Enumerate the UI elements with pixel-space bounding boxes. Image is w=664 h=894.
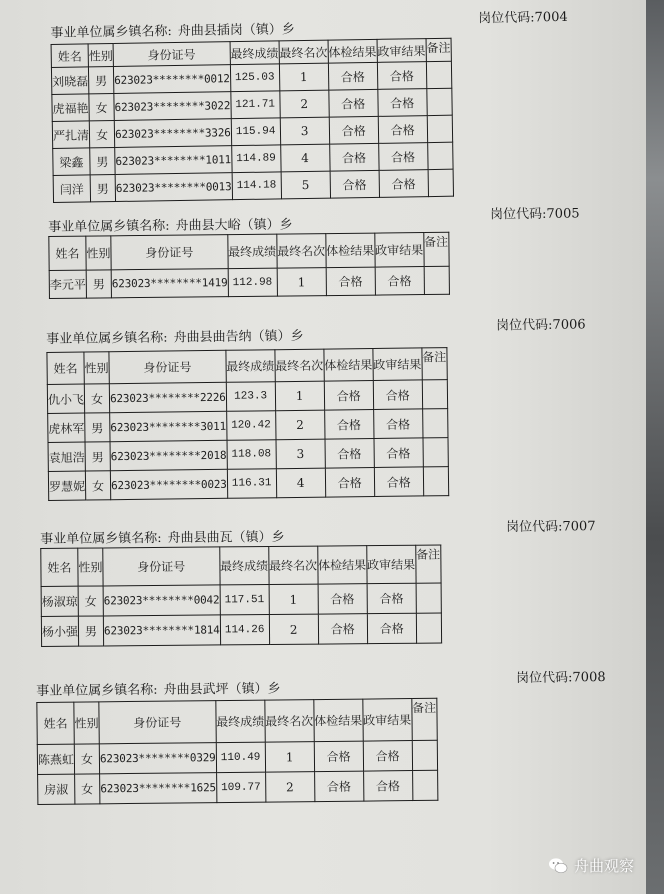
table-row [53,169,453,202]
name-cell: 房淑 [38,774,75,804]
column-header: 备注 [412,698,437,740]
section-title-prefix: 事业单位属乡镇名称: [40,530,162,547]
table-header-row [49,232,449,270]
town-name: 舟曲县大峪（镇）乡 [175,217,293,234]
political-review-cell: 合格 [374,467,423,497]
remarks-cell [427,142,452,169]
table-row [37,740,437,774]
medical-result-cell: 合格 [326,267,375,296]
remarks-cell [422,409,447,438]
medical-result-cell: 合格 [325,468,374,498]
remarks-cell [427,88,452,115]
medical-result-cell: 合格 [324,410,373,440]
final-score-cell: 109.77 [216,772,265,803]
column-header: 姓名 [37,702,74,744]
column-header: 备注 [415,545,440,583]
results-table [51,38,454,203]
name-cell: 刘晓磊 [51,67,88,95]
id-number-cell: 623023********1011 [115,146,232,175]
post-code-label: 岗位代码: [506,519,563,535]
post-code [506,515,596,535]
post-code-value: 7004 [534,9,568,26]
column-header: 体检结果 [328,39,377,63]
column-header: 姓名 [47,352,84,384]
column-header: 备注 [424,232,449,266]
final-rank-cell: 1 [277,268,326,297]
column-header: 最终成绩 [215,700,264,743]
final-score-cell: 114.89 [231,145,280,173]
table-row [38,770,438,804]
name-cell: 杨小强 [41,616,78,646]
column-header: 备注 [426,38,451,61]
results-table [40,545,442,647]
section-title [48,213,293,235]
final-score-cell: 117.51 [220,585,269,615]
section-title [40,526,285,547]
final-rank-cell: 4 [280,144,329,172]
id-number-cell: 623023********2226 [109,382,226,412]
column-header: 姓名 [41,548,78,586]
column-header: 备注 [422,348,447,380]
final-score-cell: 116.31 [227,469,276,499]
column-header: 身份证号 [113,42,230,67]
final-rank-cell: 1 [279,63,328,91]
medical-result-cell: 合格 [324,381,373,411]
remarks-cell [412,740,437,770]
table-row [49,266,449,298]
final-score-cell: 125.03 [230,64,279,92]
column-header: 身份证号 [111,235,228,270]
political-review-cell: 合格 [379,170,428,198]
id-number-cell: 623023********0329 [99,743,216,774]
final-rank-cell: 3 [280,117,329,145]
remarks-cell [423,438,448,467]
column-header: 最终成绩 [219,547,268,585]
medical-result-cell: 合格 [318,614,367,644]
medical-result-cell: 合格 [328,62,377,90]
gender-cell: 女 [89,94,114,121]
column-header: 性别 [74,702,99,744]
medical-result-cell: 合格 [318,584,367,614]
column-header: 最终名次 [264,700,313,743]
post-code [496,313,586,333]
results-table [48,232,449,299]
name-cell: 李元平 [49,270,86,298]
column-header: 最终名次 [279,40,328,64]
table-row [41,613,441,646]
post-code [490,202,580,222]
column-header: 最终成绩 [227,234,276,269]
id-number-cell: 623023********3326 [114,119,231,148]
column-header: 体检结果 [325,233,374,268]
table-header-row [41,545,441,586]
background-edge [646,0,664,894]
final-score-cell: 121.71 [230,91,279,119]
final-score-cell: 120.42 [226,411,275,441]
medical-result-cell: 合格 [329,116,378,144]
political-review-cell: 合格 [375,267,424,296]
id-number-cell: 623023********0042 [103,585,220,616]
column-header: 政审结果 [374,233,423,268]
results-table [46,347,449,501]
final-rank-cell: 4 [276,468,325,498]
final-rank-cell: 5 [281,171,330,199]
name-cell: 闫洋 [53,175,90,203]
political-review-cell: 合格 [378,143,427,171]
section-title-prefix: 事业单位属乡镇名称: [46,330,168,347]
remarks-cell [412,770,437,800]
remarks-cell [423,467,448,496]
column-header: 身份证号 [99,701,216,744]
political-review-cell: 合格 [367,613,416,643]
final-rank-cell: 1 [269,584,318,614]
medical-result-cell: 合格 [314,771,363,802]
column-header: 体检结果 [324,349,373,382]
table-row [41,583,441,616]
name-cell: 严扎清 [52,121,89,149]
column-header: 最终名次 [268,546,317,584]
political-review-cell: 合格 [377,62,426,90]
name-cell: 陈燕虹 [37,744,74,774]
medical-result-cell: 合格 [330,170,379,198]
final-rank-cell: 2 [269,614,318,644]
remarks-cell [416,613,441,643]
column-header: 姓名 [51,44,88,68]
post-code-label: 岗位代码: [478,10,535,27]
final-rank-cell: 2 [265,772,314,803]
column-header: 政审结果 [363,699,412,742]
section-title-prefix: 事业单位属乡镇名称: [48,218,170,235]
political-review-cell: 合格 [374,438,423,468]
column-header: 性别 [84,352,109,384]
final-score-cell: 118.08 [227,440,276,470]
name-cell: 袁旭浩 [48,442,85,471]
gender-cell: 男 [86,270,111,298]
column-header: 性别 [78,548,103,586]
final-score-cell: 112.98 [228,268,277,297]
remarks-cell [426,61,451,88]
post-code-label: 岗位代码: [490,206,547,223]
post-code [516,666,606,686]
column-header: 最终成绩 [230,41,279,65]
final-rank-cell: 2 [275,410,324,440]
gender-cell: 女 [84,384,109,413]
column-header: 性别 [86,236,111,270]
town-name: 舟曲县曲瓦（镇）乡 [167,529,285,546]
column-header: 身份证号 [109,350,226,383]
post-code-value: 7007 [562,519,596,535]
remarks-cell [428,169,453,196]
post-code [478,6,568,26]
column-header: 体检结果 [317,546,366,584]
remarks-cell [427,115,452,142]
column-header: 最终成绩 [226,350,275,383]
section-title [50,18,295,41]
table-header-row [47,348,447,385]
column-header: 政审结果 [366,545,415,583]
id-number-cell: 623023********1814 [103,615,220,646]
id-number-cell: 623023********0012 [113,65,230,94]
column-header: 体检结果 [313,699,362,742]
gender-cell: 女 [85,471,110,500]
medical-result-cell: 合格 [328,89,377,117]
gender-cell: 男 [85,442,110,471]
final-rank-cell: 2 [279,90,328,118]
table-row [48,467,448,501]
post-code-value: 7008 [572,670,606,686]
column-header: 最终名次 [276,234,325,269]
name-cell: 仇小飞 [47,384,84,413]
final-score-cell: 123.3 [226,382,275,412]
post-code-value: 7005 [546,206,580,222]
final-rank-cell: 1 [265,742,314,773]
id-number-cell: 623023********1419 [111,269,228,298]
political-review-cell: 合格 [373,380,422,410]
gender-cell: 男 [90,174,115,201]
final-score-cell: 110.49 [216,742,265,773]
political-review-cell: 合格 [378,89,427,117]
political-review-cell: 合格 [363,771,412,802]
political-review-cell: 合格 [367,583,416,613]
final-score-cell: 114.18 [232,172,281,200]
gender-cell: 男 [78,616,103,646]
political-review-cell: 合格 [373,409,422,439]
id-number-cell: 623023********3022 [114,92,231,121]
column-header: 政审结果 [373,348,422,381]
gender-cell: 女 [75,774,100,804]
gender-cell: 男 [88,67,113,94]
wechat-icon [548,857,568,875]
name-cell: 虎林军 [48,413,85,442]
watermark-text: 舟曲观察 [573,857,634,875]
gender-cell: 男 [85,413,110,442]
final-score-cell: 114.26 [220,615,269,645]
final-score-cell: 115.94 [231,118,280,146]
remarks-cell [416,583,441,613]
name-cell: 罗慧妮 [48,471,85,500]
political-review-cell: 合格 [378,116,427,144]
table-header-row [37,698,437,744]
gender-cell: 男 [90,148,115,175]
section-title [46,325,304,347]
column-header: 政审结果 [377,39,426,63]
final-rank-cell: 1 [275,381,324,411]
name-cell: 杨淑琼 [41,586,78,616]
town-name: 舟曲县武坪（镇）乡 [163,681,281,698]
results-table [36,698,438,805]
remarks-cell [424,266,449,294]
name-cell: 虎福艳 [52,94,89,122]
column-header: 最终名次 [275,349,324,382]
section-title-prefix: 事业单位属乡镇名称: [36,682,158,699]
id-number-cell: 623023********3011 [110,411,227,441]
gender-cell: 女 [74,744,99,774]
id-number-cell: 623023********1625 [100,773,217,804]
gender-cell: 女 [89,121,114,148]
medical-result-cell: 合格 [314,741,363,772]
column-header: 姓名 [49,236,86,270]
column-header: 身份证号 [103,547,220,586]
section-title-prefix: 事业单位属乡镇名称: [50,24,172,41]
id-number-cell: 623023********2018 [110,440,227,470]
town-name: 舟曲县插岗（镇）乡 [177,22,295,39]
id-number-cell: 623023********0023 [110,469,227,499]
town-name: 舟曲县曲告纳（镇）乡 [173,328,304,346]
section-title [36,677,281,699]
remarks-cell [422,380,447,409]
name-cell: 梁鑫 [53,148,90,176]
final-rank-cell: 3 [276,439,325,469]
gender-cell: 女 [78,586,103,616]
column-header: 性别 [88,44,113,67]
post-code-label: 岗位代码: [516,670,573,686]
watermark [548,855,634,876]
medical-result-cell: 合格 [329,143,378,171]
post-code-label: 岗位代码: [496,317,553,334]
political-review-cell: 合格 [363,741,412,772]
id-number-cell: 623023********0013 [115,173,232,202]
medical-result-cell: 合格 [325,439,374,469]
post-code-value: 7006 [552,317,586,333]
